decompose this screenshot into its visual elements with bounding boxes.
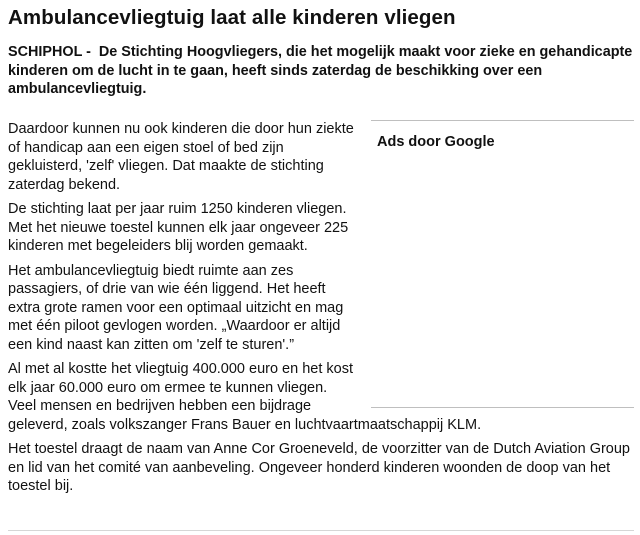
article-body: [8, 120, 634, 502]
paragraph-4: Al met al kostte het vliegtuig 400.000 euro en het kost elk jaar 60.000 euro om ermee te kunnen vliegen. Veel mensen en bedrijven hebben een bijdrage geleverd, zoals volkszanger Frans Bauer en luchtvaartmaatschappij KLM.: [8, 361, 482, 433]
lead-text: De Stichting Hoogvliegers, die het mogelijk maakt voor zieke en gehandicapte kinderen om de lucht in te gaan, heeft sinds zaterdag de beschikking over een ambulancevliegtuig.: [8, 44, 633, 97]
article-headline: Ambulancevliegtuig laat alle kinderen vliegen: [8, 6, 456, 29]
google-ads-box[interactable]: [371, 120, 634, 408]
paragraph-2: De stichting laat per jaar ruim 1250 kinderen vliegen. Met het nieuwe toestel kunnen elk jaar ongeveer 225 kinderen met begeleiders blij worden gemaakt.: [8, 201, 349, 254]
paragraph-1: Daardoor kunnen nu ook kinderen die door hun ziekte of handicap aan een eigen stoel of bed zijn gekluisterd, 'zelf' vliegen. Dat maakte de stichting zaterdag bekend.: [8, 121, 354, 193]
dateline: SCHIPHOL -: [8, 44, 91, 60]
article-lead: [8, 43, 634, 99]
paragraph-3: Het ambulancevliegtuig biedt ruimte aan zes passagiers, of drie van wie één liggend. Het heeft extra grote ramen voor een optimaal uitzicht en mag met één piloot gevlogen worden. „Waardoor er altijd een kind naast kan zitten om 'zelf te sturen'.”: [8, 262, 344, 353]
bottom-divider: [8, 530, 634, 531]
ads-title[interactable]: Ads door Google: [377, 134, 495, 150]
paragraph-5: Het toestel draagt de naam van Anne Cor Groeneveld, de voorzitter van de Dutch Aviation Group en lid van het comité van aanbeveling. Ongeveer honderd kinderen woonden de doop van het toestel bij.: [8, 441, 630, 494]
